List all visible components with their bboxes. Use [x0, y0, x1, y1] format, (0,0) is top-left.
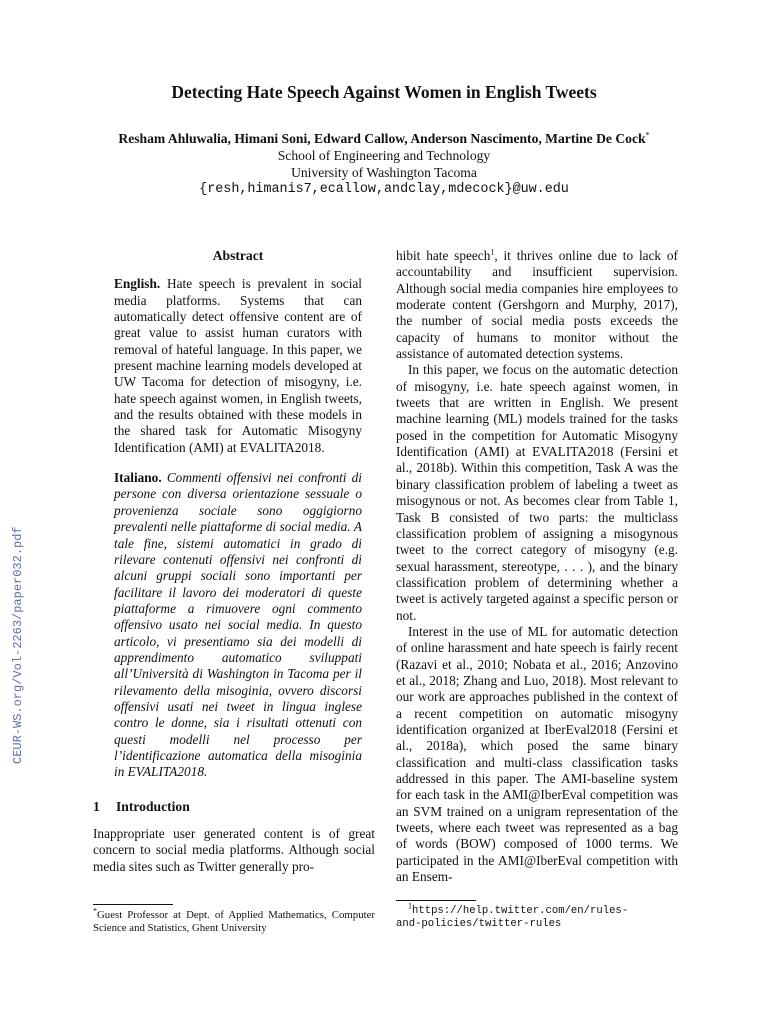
footnote-guest-professor: *Guest Professor at Dept. of Applied Mathematics, Computer Science and Statistics, Ghent University	[93, 906, 375, 934]
right-column	[396, 248, 678, 885]
author-names: Resham Ahluwalia, Himani Soni, Edward Callow, Anderson Nascimento, Martine De Cock*	[118, 130, 650, 146]
right-paragraph-2: In this paper, we focus on the automatic detection of misogyny, i.e. hate speech against women, in tweets that are written in English. We present machine learning (ML) models trained for the tasks posed in the competition for Automatic Misogyny Identification (AMI) at EVALITA2018 (Fersini et al., 2018b). Within this competition, Task A was the binary classification problem of labeling a tweet as misogynous or not. As becomes clear from Table 1, Task B consisted of two parts: the multiclass classification problem of assigning a misogynous tweet to the correct category of misogyny (e.g. sexual harassment, stereotype, . . . ), and the binary classification problem of determining whether a tweet is actively targeted against a specific person or not.	[396, 362, 678, 623]
author-emails[interactable]: {resh,himanis7,ecallow,andclay,mdecock}@uw.edu	[199, 182, 569, 197]
abstract-english: English. Hate speech is prevalent in social media platforms. Systems that can automatically detect offensive content are of great value to assist human curators with removal of hateful language. In this paper, we present machine learning models developed at UW Tacoma for detection of misogyny, i.e. hate speech against women, in English tweets, and the results obtained with these models in the shared task for Automatic Misogyny Identification (AMI) at EVALITA2018.	[114, 276, 363, 455]
abstract-heading: Abstract	[212, 248, 264, 263]
introduction-paragraph: Inappropriate user generated content is of great concern to social media platforms. Although social media sites such as Twitter generally pro-	[93, 826, 375, 874]
paper-title: Detecting Hate Speech Against Women in English Tweets	[171, 82, 597, 102]
abstract	[93, 248, 375, 781]
right-paragraph-3: Interest in the use of ML for automatic detection of online harassment and hate speech is fairly recent (Razavi et al., 2010; Nobata et al., 2016; Anzovino et al., 2018; Zhang and Luo, 2018). Most relevant to our work are approaches published in the context of a recent competition on automatic misogyny identification organized at IberEval2018 (Fersini et al., 2018a), which posed the same binary classification and multi-class classification tasks addressed in this paper. The AMI-baseline system for each task in the AMI@IberEval competition was an SVM trained on a unigram representation of the tweets, where each tweet was represented as a bag of words (BOW) composed of 1000 terms. We participated in the AMI@IberEval competition with an Ensem-	[396, 623, 678, 885]
abstract-italian: Italiano. Commenti offensivi nei confronti di persone con diversa orientazione sessuale o provenienza sociale sono oggigiorno prevalenti nelle piattaforme di social media. A tale fine, sistemi automatici in grado di rilevare contenuti offensivi nei confronti di alcuni gruppi sociali sono importanti per facilitare il lavoro dei moderatori di queste piattaforme a rimuovere ogni commento offensivo usato nei social media. In questo articolo, vi presentiamo sia dei modelli di apprendimento automatico sviluppati all’Università di Washington in Tacoma per il rilevamento della misoginia, ovvero discorsi offensivi usati nei tweet in lingua inglese contro le donne, sia i risultati ottenuti con questi modelli nel processo per l’identificazione automatica della misoginia in EVALITA2018.	[114, 470, 362, 780]
left-column	[93, 248, 375, 875]
affiliation-university: University of Washington Tacoma	[291, 165, 477, 180]
right-paragraph-1: hibit hate speech$^1$, it thrives online due to lack of accountability and insufficient supervision. Although social media companies hire employees to moderate content (Gershgorn and Murphy, 2017), the number of social media posts exceeds the capacity of humans to monitor without the assistance of automated detection systems.	[396, 247, 678, 362]
footnote-left	[93, 904, 375, 934]
footnote-right	[396, 900, 678, 930]
ceur-sidebar-link[interactable]: CEUR-WS.org/Vol-2263/paper032.pdf	[11, 526, 25, 764]
footnote-rule	[93, 904, 173, 905]
section-heading-introduction: 1 Introduction	[93, 798, 190, 814]
affiliation-school: School of Engineering and Technology	[277, 148, 491, 163]
author-block	[0, 130, 768, 198]
footnote-twitter-rules-link[interactable]: $^1$https://help.twitter.com/en/rules- and-policies/twitter-rules	[396, 901, 629, 930]
